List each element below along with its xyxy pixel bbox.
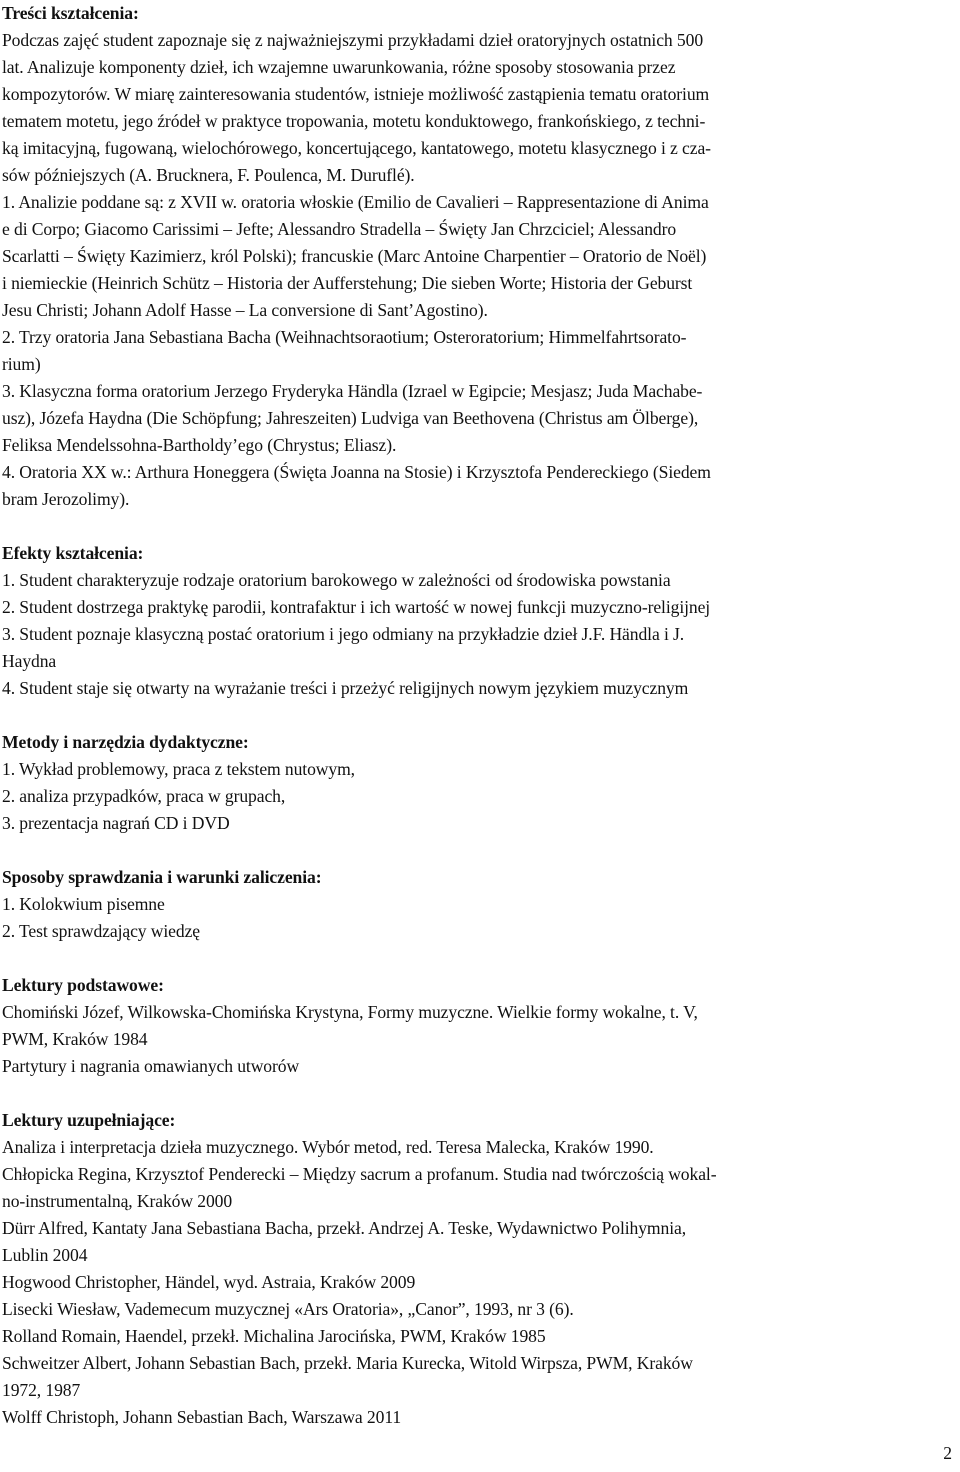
text-line: Wolff Christoph, Johann Sebastian Bach, Warszawa 2011 bbox=[2, 1407, 402, 1427]
section bbox=[2, 864, 954, 945]
text-line: Podczas zajęć student zapoznaje się z najważniejszymi przykładami dzieł oratoryjnych ostatnich 500 bbox=[2, 30, 704, 50]
text-line: 3. prezentacja nagrań CD i DVD bbox=[2, 813, 230, 833]
text-line: 1. Kolokwium pisemne bbox=[2, 894, 165, 914]
text-line: e di Corpo; Giacomo Carissimi – Jefte; Alessandro Stradella – Święty Jan Chrzciciel; Alessandro bbox=[2, 219, 677, 239]
text-line: no-instrumentalną, Kraków 2000 bbox=[2, 1191, 233, 1211]
section-heading: Sposoby sprawdzania i warunki zaliczenia: bbox=[2, 867, 322, 887]
text-line: 1. Analizie poddane są: z XVII w. oratoria włoskie (Emilio de Cavalieri – Rappresentazione di Anima bbox=[2, 192, 709, 212]
text-line: 2. Test sprawdzający wiedzę bbox=[2, 921, 200, 941]
text-line: Dürr Alfred, Kantaty Jana Sebastiana Bacha, przekł. Andrzej A. Teske, Wydawnictwo Polihymnia, bbox=[2, 1218, 686, 1238]
text-line: bram Jerozolimy). bbox=[2, 489, 130, 509]
page-number: 2 bbox=[943, 1443, 952, 1463]
text-line: 2. analiza przypadków, praca w grupach, bbox=[2, 786, 286, 806]
section-heading: Treści kształcenia: bbox=[2, 3, 139, 23]
text-line: Haydna bbox=[2, 651, 57, 671]
text-line: 4. Oratoria XX w.: Arthura Honeggera (Święta Joanna na Stosie) i Krzysztofa Pendereckiego (Siedem bbox=[2, 462, 711, 482]
text-line: Scarlatti – Święty Kazimierz, król Polski); francuskie (Marc Antoine Charpentier – Oratorio de Noël) bbox=[2, 246, 707, 266]
text-line: Rolland Romain, Haendel, przekł. Michalina Jarocińska, PWM, Kraków 1985 bbox=[2, 1326, 546, 1346]
text-line: usz), Józefa Haydna (Die Schöpfung; Jahreszeiten) Ludviga van Beethovena (Christus am Ölberge), bbox=[2, 408, 699, 428]
section-spacer bbox=[2, 1080, 954, 1107]
section-spacer bbox=[2, 513, 954, 540]
text-line: 1. Student charakteryzuje rodzaje oratorium barokowego w zależności od środowiska powstania bbox=[2, 570, 671, 590]
section bbox=[2, 540, 954, 702]
text-line: tematem motetu, jego źródeł w praktyce tropowania, motetu konduktowego, frankońskiego, z techni- bbox=[2, 111, 706, 131]
text-line: Chomiński Józef, Wilkowska-Chomińska Krystyna, Formy muzyczne. Wielkie formy wokalne, t. V, bbox=[2, 1002, 698, 1022]
section-heading: Lektury podstawowe: bbox=[2, 975, 164, 995]
text-line: Schweitzer Albert, Johann Sebastian Bach, przekł. Maria Kurecka, Witold Wirpsza, PWM, Kraków bbox=[2, 1353, 693, 1373]
text-line: 3. Student poznaje klasyczną postać oratorium i jego odmiany na przykładzie dzieł J.F. Händla i J. bbox=[2, 624, 685, 644]
text-line: 2. Trzy oratoria Jana Sebastiana Bacha (Weihnachtsoraotium; Osteroratorium; Himmelfahrtsorato- bbox=[2, 327, 687, 347]
text-line: PWM, Kraków 1984 bbox=[2, 1029, 148, 1049]
text-line: 3. Klasyczna forma oratorium Jerzego Fryderyka Händla (Izrael w Egipcie; Mesjasz; Juda Machabe- bbox=[2, 381, 703, 401]
text-line: 4. Student staje się otwarty na wyrażanie treści i przeżyć religijnych nowym językiem muzycznym bbox=[2, 678, 689, 698]
text-line: Partytury i nagrania omawianych utworów bbox=[2, 1056, 300, 1076]
text-line: lat. Analizuje komponenty dzieł, ich wzajemne uwarunkowania, różne sposoby stosowania przez bbox=[2, 57, 676, 77]
section-spacer bbox=[2, 945, 954, 972]
section-heading: Metody i narzędzia dydaktyczne: bbox=[2, 732, 249, 752]
section bbox=[2, 972, 954, 1080]
text-line: ką imitacyjną, fugowaną, wielochórowego, koncertującego, kantatowego, motetu klasycznego i z cza- bbox=[2, 138, 711, 158]
text-line: Lublin 2004 bbox=[2, 1245, 88, 1265]
text-line: 1. Wykład problemowy, praca z tekstem nutowym, bbox=[2, 759, 355, 779]
text-line: Lisecki Wiesław, Vademecum muzycznej «Ars Oratoria», „Canor”, 1993, nr 3 (6). bbox=[2, 1299, 574, 1319]
text-line: kompozytorów. W miarę zainteresowania studentów, istnieje możliwość zastąpienia tematu oratorium bbox=[2, 84, 710, 104]
text-line: sów późniejszych (A. Brucknera, F. Poulenca, M. Duruflé). bbox=[2, 165, 415, 185]
section-heading: Efekty kształcenia: bbox=[2, 543, 144, 563]
section-spacer bbox=[2, 837, 954, 864]
text-line: Feliksa Mendelssohna-Bartholdy’ego (Chrystus; Eliasz). bbox=[2, 435, 397, 455]
text-line: 1972, 1987 bbox=[2, 1380, 81, 1400]
text-line: Hogwood Christopher, Händel, wyd. Astraia, Kraków 2009 bbox=[2, 1272, 416, 1292]
section bbox=[2, 1107, 954, 1431]
text-line: Analiza i interpretacja dzieła muzycznego. Wybór metod, red. Teresa Malecka, Kraków 1990. bbox=[2, 1137, 654, 1157]
text-line: Jesu Christi; Johann Adolf Hasse – La conversione di Sant’Agostino). bbox=[2, 300, 488, 320]
text-line: 2. Student dostrzega praktykę parodii, kontrafaktur i ich wartość w nowej funkcji muzyczno-religijnej bbox=[2, 597, 711, 617]
section-heading: Lektury uzupełniające: bbox=[2, 1110, 176, 1130]
text-line: i niemieckie (Heinrich Schütz – Historia der Aufferstehung; Die sieben Worte; Historia der Geburst bbox=[2, 273, 693, 293]
text-line: rium) bbox=[2, 354, 41, 374]
section bbox=[2, 0, 954, 513]
section bbox=[2, 729, 954, 837]
section-spacer bbox=[2, 702, 954, 729]
text-line: Chłopicka Regina, Krzysztof Penderecki – Między sacrum a profanum. Studia nad twórczością wokal- bbox=[2, 1164, 717, 1184]
document-body bbox=[2, 0, 954, 1431]
